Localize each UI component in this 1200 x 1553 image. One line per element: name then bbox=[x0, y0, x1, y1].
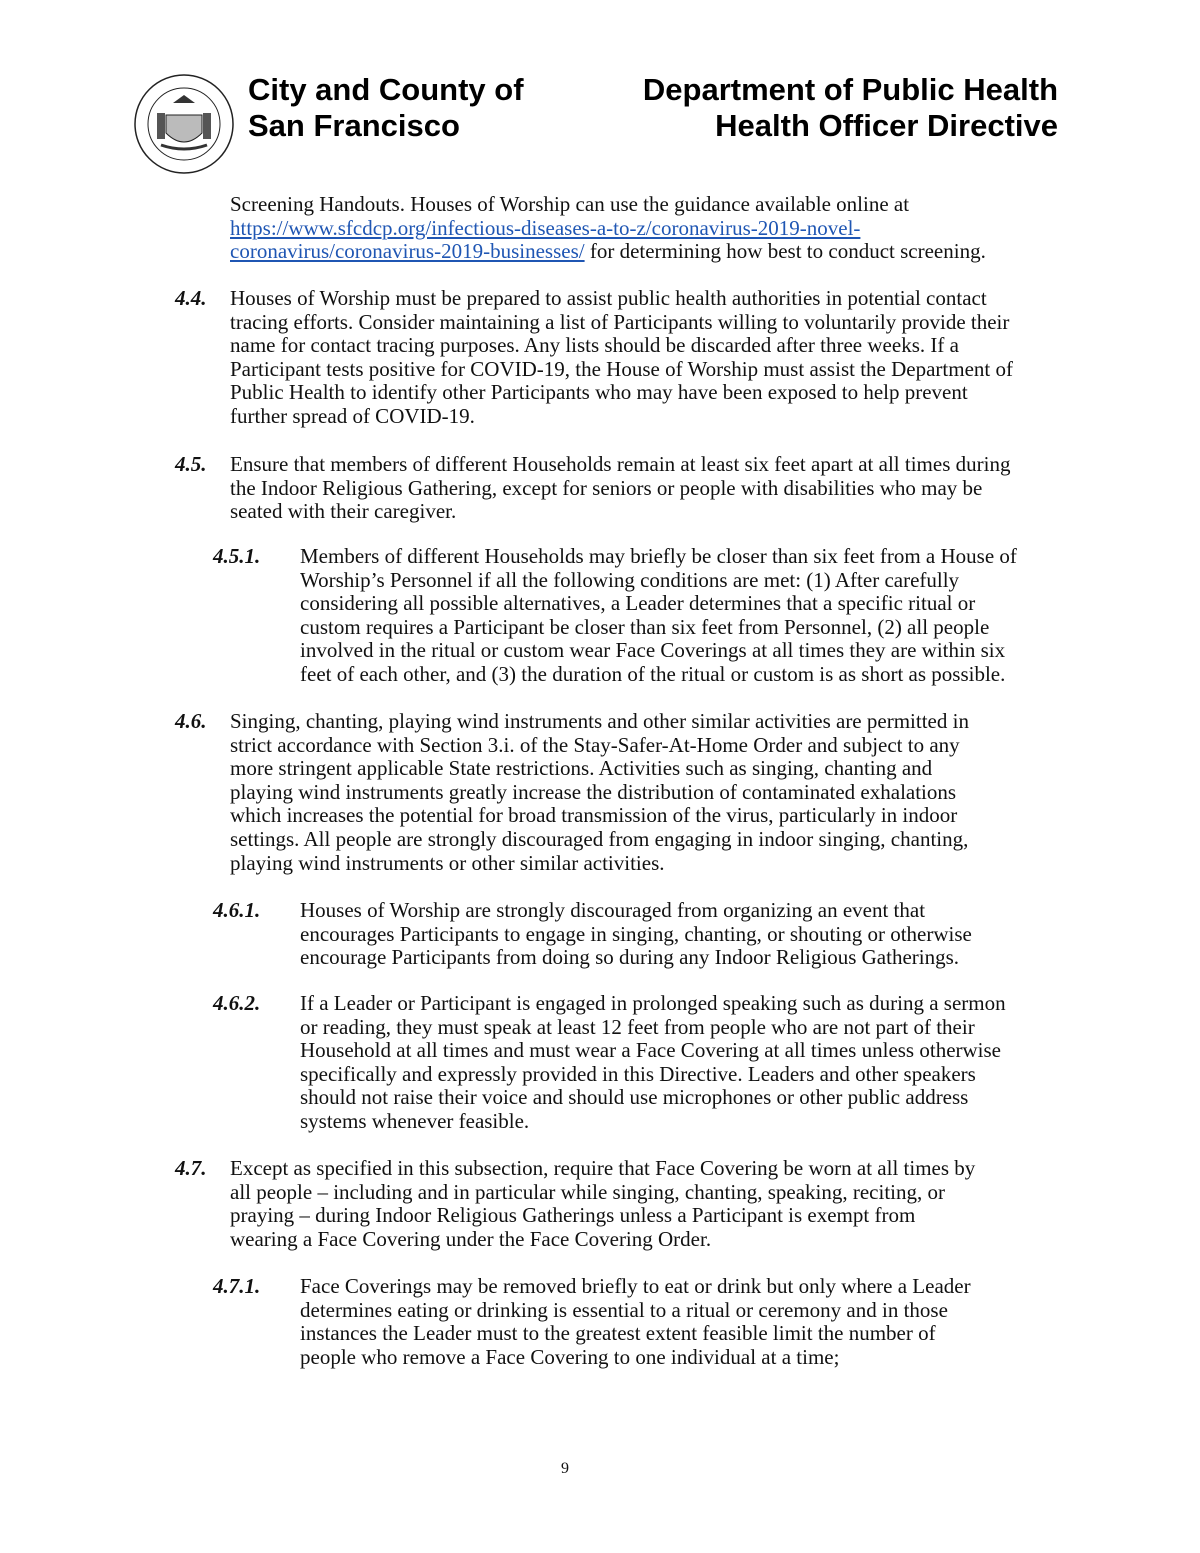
guidance-link[interactable]: https://www.sfcdcp.org/infectious-diseases-a-to-z/coronavirus-2019-novel- bbox=[230, 215, 861, 240]
intro-paragraph bbox=[230, 193, 986, 264]
text-line: Except as specified in this subsection, require that Face Covering be worn at all times by bbox=[230, 1156, 976, 1180]
header-right-line: Health Officer Directive bbox=[715, 108, 1058, 143]
section-number: 4.4. bbox=[175, 286, 207, 310]
text-line: determines eating or drinking is essential to a ritual or ceremony and in those bbox=[300, 1297, 948, 1322]
section-number: 4.6. bbox=[175, 709, 207, 733]
text-line: further spread of COVID-19. bbox=[230, 403, 475, 428]
text-line: praying – during Indoor Religious Gatherings unless a Participant is exempt from bbox=[230, 1203, 916, 1228]
text-line: instances the Leader must to the greatest extent feasible limit the number of bbox=[300, 1321, 936, 1346]
department-title bbox=[643, 72, 1058, 144]
text-line: strict accordance with Section 3.i. of the Stay-Safer-At-Home Order and subject to any bbox=[230, 732, 960, 757]
page-number: 9 bbox=[561, 1460, 569, 1477]
section-paragraph bbox=[300, 899, 972, 970]
text-line: playing wind instruments greatly increase the distribution of contaminated exhalations bbox=[230, 779, 957, 804]
text-line: seated with their caregiver. bbox=[230, 499, 457, 524]
text-line: all people – including and in particular while singing, chanting, speaking, reciting, or bbox=[230, 1179, 945, 1204]
guidance-link-continued[interactable]: coronavirus/coronavirus-2019-businesses/ bbox=[230, 239, 585, 264]
text-line: which increases the potential for broad transmission of the virus, particularly in indoor bbox=[230, 803, 958, 828]
text-line: systems whenever feasible. bbox=[300, 1108, 530, 1133]
text-line: Members of different Households may briefly be closer than six feet from a House of bbox=[300, 544, 1017, 568]
section-paragraph bbox=[230, 1157, 975, 1251]
section-number: 4.6.2. bbox=[213, 991, 261, 1015]
text-line: Houses of Worship are strongly discouraged from organizing an event that bbox=[300, 898, 926, 922]
text-line: more stringent applicable State restrictions. Activities such as singing, chanting and bbox=[230, 756, 933, 781]
text-line: playing wind instruments or other similar activities. bbox=[230, 850, 665, 875]
text-line: wearing a Face Covering under the Face Covering Order. bbox=[230, 1226, 712, 1251]
section-paragraph bbox=[230, 287, 1013, 429]
city-county-title bbox=[248, 72, 524, 144]
text-line: Public Health to identify other Participants who may have been exposed to help prevent bbox=[230, 380, 968, 405]
section-number: 4.7.1. bbox=[213, 1274, 261, 1298]
section-paragraph bbox=[230, 453, 1010, 524]
text-line: should not raise their voice and should use microphones or other public address bbox=[300, 1085, 969, 1110]
text-line: Worship’s Personnel if all the following conditions are met: (1) After carefully bbox=[300, 567, 960, 592]
section-number: 4.5.1. bbox=[213, 544, 261, 568]
section-number: 4.6.1. bbox=[213, 898, 261, 922]
section-paragraph bbox=[300, 1275, 971, 1369]
text-line: involved in the ritual or custom wear Face Coverings at all times they are within six bbox=[300, 638, 1006, 663]
section-paragraph bbox=[300, 545, 1017, 687]
text-line: Ensure that members of different Households remain at least six feet apart at all times during bbox=[230, 452, 1011, 476]
section-paragraph bbox=[300, 992, 1006, 1134]
text-line: encourage Participants from doing so during any Indoor Religious Gatherings. bbox=[300, 945, 960, 970]
header-right-line: Department of Public Health bbox=[642, 72, 1058, 107]
text-line: Participant tests positive for COVID-19, the House of Worship must assist the Department of bbox=[230, 356, 1013, 381]
text-line: feet of each other, and (3) the duration of the ritual or custom is as short as possible. bbox=[300, 661, 1006, 686]
text-line: If a Leader or Participant is engaged in prolonged speaking such as during a sermon bbox=[300, 991, 1006, 1015]
header-left-line: City and County of bbox=[248, 72, 524, 107]
text-line: or reading, they must speak at least 12 feet from people who are not part of their bbox=[300, 1014, 975, 1039]
text-line: name for contact tracing purposes. Any lists should be discarded after three weeks. If a bbox=[230, 333, 959, 358]
header-left-line: San Francisco bbox=[248, 108, 460, 143]
text-line: settings. All people are strongly discouraged from engaging in indoor singing, chanting, bbox=[230, 826, 969, 851]
text-line: Singing, chanting, playing wind instruments and other similar activities are permitted in bbox=[230, 709, 969, 733]
text-line: considering all possible alternatives, a Leader determines that a specific ritual or bbox=[300, 591, 976, 616]
text-line: Face Coverings may be removed briefly to eat or drink but only where a Leader bbox=[300, 1274, 971, 1298]
section-paragraph bbox=[230, 710, 969, 875]
text-line: specifically and expressly provided in this Directive. Leaders and other speakers bbox=[300, 1061, 976, 1086]
text-line: encourages Participants to engage in singing, chanting, or shouting or otherwise bbox=[300, 921, 972, 946]
text-line: people who remove a Face Covering to one individual at a time; bbox=[300, 1344, 840, 1369]
section-number: 4.7. bbox=[175, 1156, 207, 1180]
text-line: Household at all times and must wear a Face Covering at all times unless otherwise bbox=[300, 1038, 1001, 1063]
city-seal-logo bbox=[133, 73, 235, 175]
text-line: Houses of Worship must be prepared to assist public health authorities in potential contact bbox=[230, 286, 987, 310]
section-number: 4.5. bbox=[175, 452, 207, 476]
text-line: custom requires a Participant be closer than six feet from Personnel, (2) all people bbox=[300, 614, 990, 639]
text-line: tracing efforts. Consider maintaining a list of Participants willing to voluntarily provide their bbox=[230, 309, 1010, 334]
text-line: the Indoor Religious Gathering, except for seniors or people with disabilities who may be bbox=[230, 475, 983, 500]
text-line: Screening Handouts. Houses of Worship can use the guidance available online at bbox=[230, 192, 910, 216]
text-line: for determining how best to conduct screening. bbox=[584, 239, 986, 264]
